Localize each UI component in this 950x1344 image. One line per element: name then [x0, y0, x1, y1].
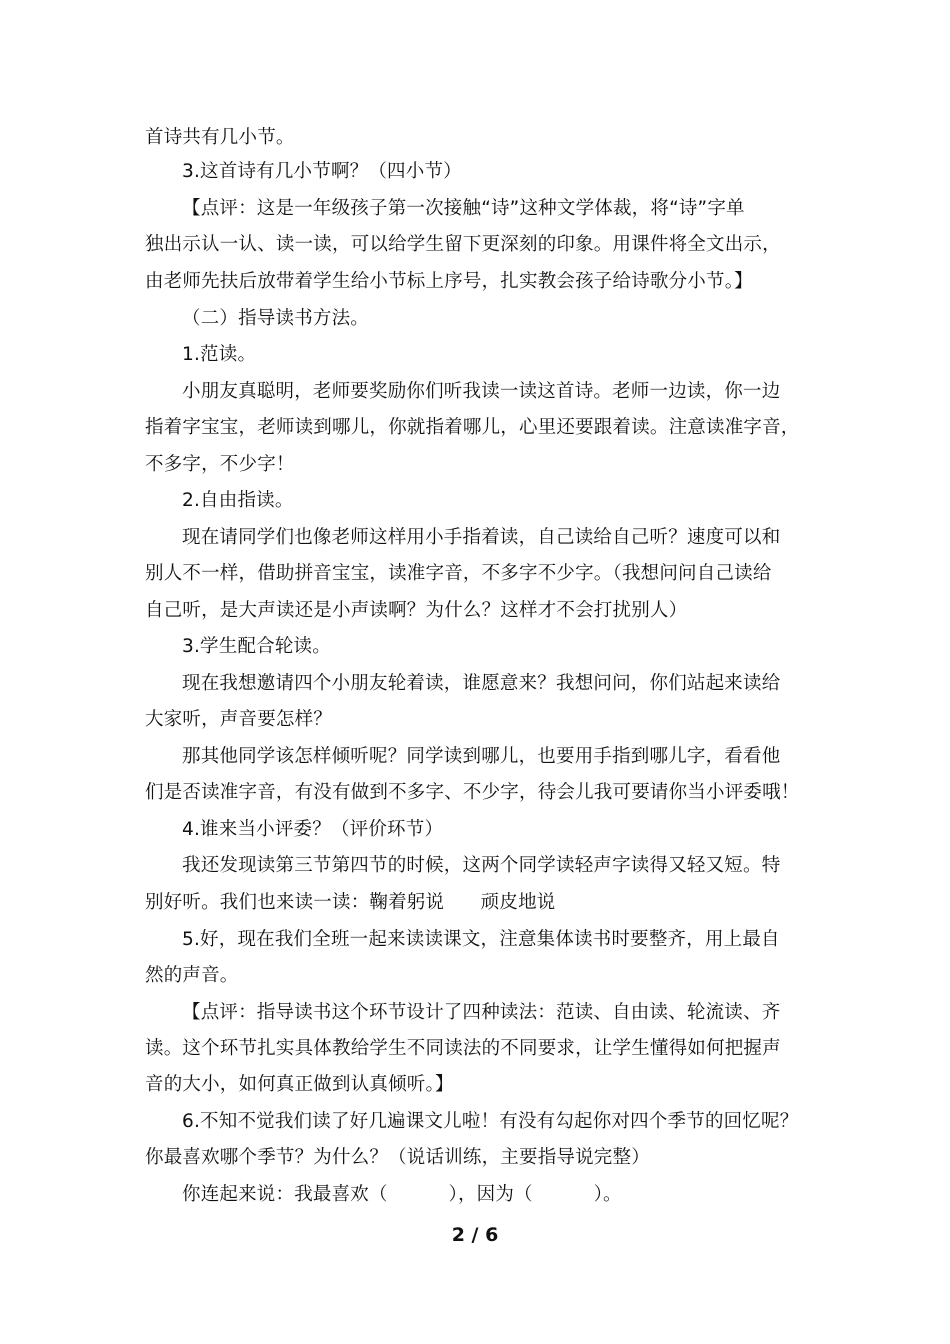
text-line: 现在请同学们也像老师这样用小手指着读，自己读给自己听？速度可以和: [182, 527, 781, 548]
text-line: 不多字，不少字！: [145, 454, 295, 475]
text-line: 6.不知不觉我们读了好几遍课文儿啦！有没有勾起你对四个季节的回忆呢？: [182, 1111, 799, 1132]
text-line: 大家听，声音要怎样？: [145, 709, 333, 730]
text-line: 3.这首诗有几小节啊？（四小节）: [182, 161, 462, 182]
text-line: 【点评：这是一年级孩子第一次接触“诗”这种文学体裁，将“诗”字单: [182, 198, 745, 219]
text-line: 然的声音。: [145, 965, 239, 986]
text-line: 你连起来说：我最喜欢（ ），因为（ ）。: [182, 1184, 622, 1205]
text-line: 自己听，是大声读还是小声读啊？为什么？这样才不会打扰别人）: [145, 600, 688, 621]
text-line: 1.范读。: [182, 344, 257, 365]
text-line: 音的大小，如何真正做到认真倾听。】: [145, 1074, 454, 1095]
text-line: 4.谁来当小评委？（评价环节）: [182, 819, 444, 840]
text-line: 读。这个环节扎实具体教给学生不同读法的不同要求，让学生懂得如何把握声: [145, 1038, 781, 1059]
text-line: 【点评：指导读书这个环节设计了四种读法：范读、自由读、轮流读、齐: [182, 1002, 781, 1023]
text-line: 别人不一样，借助拼音宝宝，读准字音，不多字不少字。（我想问问自己读给: [145, 563, 772, 584]
text-line: 首诗共有几小节。: [145, 127, 295, 148]
page-number: 2 / 6: [451, 1224, 499, 1246]
text-line: 那其他同学该怎样倾听呢？同学读到哪儿，也要用手指到哪儿字，看看他: [182, 746, 781, 767]
text-line: 小朋友真聪明，老师要奖励你们听我读一读这首诗。老师一边读，你一边: [182, 381, 781, 402]
text-line: 由老师先扶后放带着学生给小节标上序号，扎实教会孩子给诗歌分小节。】: [145, 271, 753, 292]
text-line: 独出示认一认、读一读，可以给学生留下更深刻的印象。用课件将全文出示，: [145, 234, 781, 255]
text-line: 指着字宝宝，老师读到哪儿，你就指着哪儿，心里还要跟着读。注意读准字音，: [145, 417, 800, 438]
text-line: 3.学生配合轮读。: [182, 636, 331, 657]
text-line: 5.好，现在我们全班一起来读读课文，注意集体读书时要整齐，用上最自: [182, 929, 780, 950]
text-line: 们是否读准字音，有没有做到不多字、不少字，待会儿我可要请你当小评委哦！: [145, 782, 800, 803]
section-heading: （二）指导读书方法。: [182, 308, 370, 329]
text-line: 我还发现读第三节第四节的时候，这两个同学读轻声字读得又轻又短。特: [182, 855, 781, 876]
text-line: 你最喜欢哪个季节？为什么？（说话训练，主要指导说完整）: [145, 1147, 650, 1168]
text-line: 2.自由指读。: [182, 490, 294, 511]
text-line: 现在我想邀请四个小朋友轮着读，谁愿意来？我想问问，你们站起来读给: [182, 673, 781, 694]
text-line: 别好听。我们也来读一读：鞠着躬说 顽皮地说: [145, 892, 556, 913]
